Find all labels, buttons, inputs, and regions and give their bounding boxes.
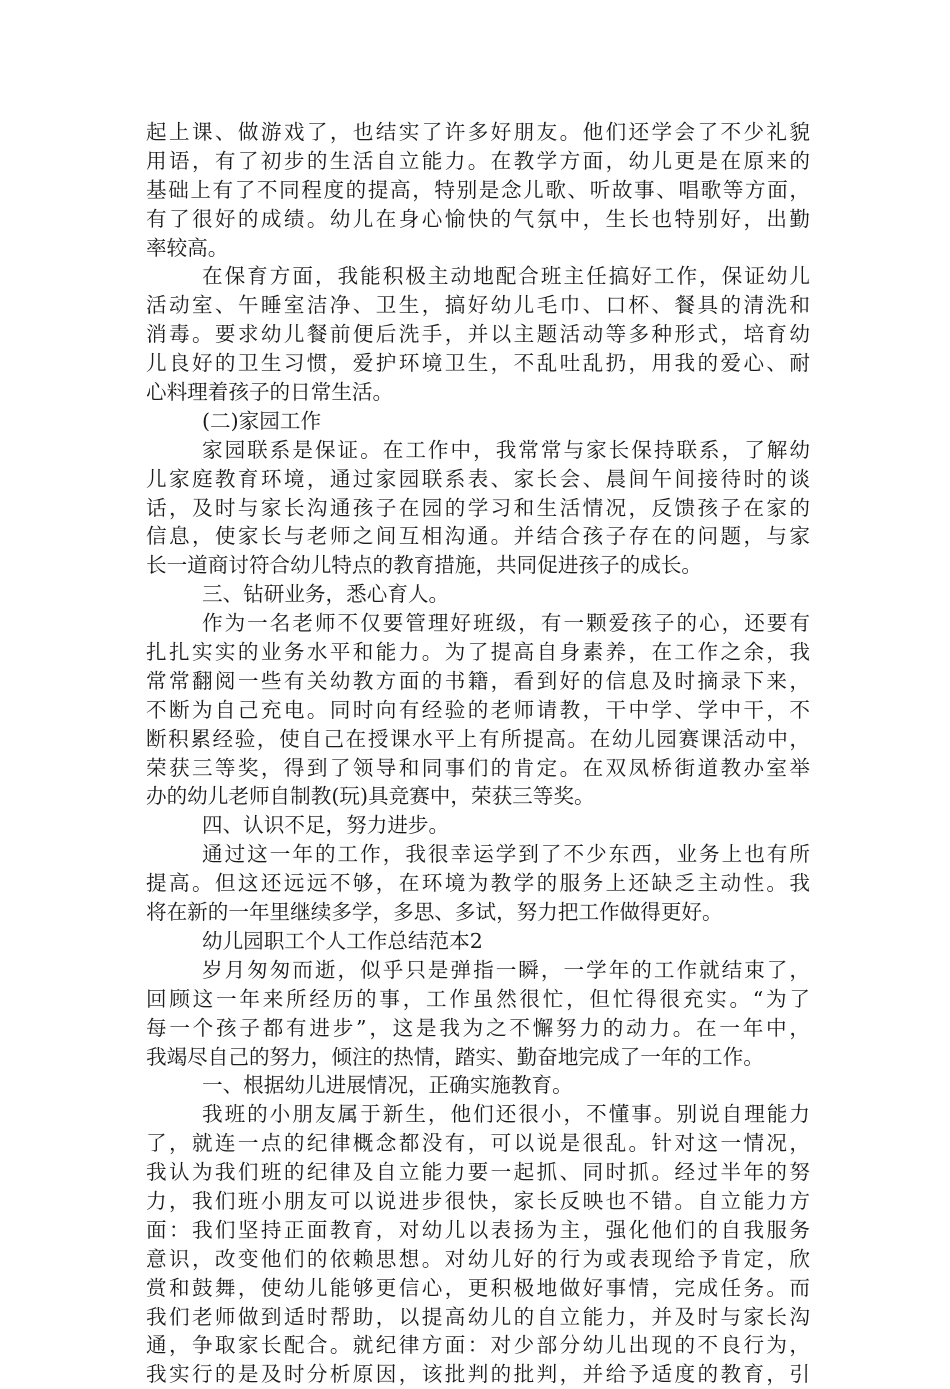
text-line: 扎扎实实的业务水平和能力。为了提高自身素养，在工作之余，我 xyxy=(146,640,810,665)
text-line: 我实行的是及时分析原因，该批判的批判，并给予适度的教育，引 xyxy=(146,1362,810,1387)
text-line: 常常翻阅一些有关幼教方面的书籍，看到好的信息及时摘录下来， xyxy=(146,668,810,693)
text-line: 每一个孩子都有进步”，这是我为之不懈努力的动力。在一年中， xyxy=(146,1015,810,1040)
text-line: 我们老师做到适时帮助，以提高幼儿的自立能力，并及时与家长沟 xyxy=(146,1304,810,1329)
text-line: 荣获三等奖，得到了领导和同事们的肯定。在双凤桥街道教办室举 xyxy=(146,755,810,780)
text-line: 通，争取家长配合。就纪律方面：对少部分幼儿出现的不良行为， xyxy=(146,1333,810,1358)
text-line: 提高。但这还远远不够，在环境为教学的服务上还缺乏主动性。我 xyxy=(146,871,810,896)
text-line: 不断为自己充电。同时向有经验的老师请教，干中学、学中干，不 xyxy=(146,697,810,722)
text-line: 用语，有了初步的生活自立能力。在教学方面，幼儿更是在原来的 xyxy=(146,148,810,173)
text-line: 话，及时与家长沟通孩子在园的学习和生活情况，反馈孩子在家的 xyxy=(146,495,810,520)
text-line: 长一道商讨符合幼儿特点的教育措施，共同促进孩子的成长。 xyxy=(146,553,703,578)
text-line: 通过这一年的工作，我很幸运学到了不少东西，业务上也有所 xyxy=(202,842,810,867)
text-line: 一、根据幼儿进展情况，正确实施教育。 xyxy=(202,1073,573,1098)
text-line: 办的幼儿老师自制教(玩)具竞赛中，荣获三等奖。 xyxy=(146,784,595,809)
text-line: 面：我们坚持正面教育，对幼儿以表扬为主，强化他们的自我服务 xyxy=(146,1217,810,1242)
text-line: 基础上有了不同程度的提高，特别是念儿歌、听故事、唱歌等方面， xyxy=(146,177,810,202)
text-line: 心料理着孩子的日常生活。 xyxy=(146,380,394,405)
text-line: 幼儿园职工个人工作总结范本2 xyxy=(202,928,483,953)
text-line: 我竭尽自己的努力，倾注的热情，踏实、勤奋地完成了一年的工作。 xyxy=(146,1044,764,1069)
text-line: 力，我们班小朋友可以说进步很快，家长反映也不错。自立能力方 xyxy=(146,1188,810,1213)
text-line: 将在新的一年里继续多学，多思、多试，努力把工作做得更好。 xyxy=(146,900,723,925)
document-page xyxy=(146,118,810,1389)
text-line: 家园联系是保证。在工作中，我常常与家长保持联系，了解幼 xyxy=(202,437,810,462)
text-line: 率较高。 xyxy=(146,235,229,260)
text-line: 三、钻研业务，悉心育人。 xyxy=(202,582,450,607)
text-line: 有了很好的成绩。幼儿在身心愉快的气氛中，生长也特别好，出勤 xyxy=(146,206,810,231)
text-line: 断积累经验，使自己在授课水平上有所提高。在幼儿园赛课活动中， xyxy=(146,726,810,751)
text-line: 儿良好的卫生习惯，爱护环境卫生，不乱吐乱扔，用我的爱心、耐 xyxy=(146,351,810,376)
text-line: 起上课、做游戏了，也结实了许多好朋友。他们还学会了不少礼貌 xyxy=(146,120,810,144)
text-line: 儿家庭教育环境，通过家园联系表、家长会、晨间午间接待时的谈 xyxy=(146,466,810,491)
text-line: 活动室、午睡室洁净、卫生，搞好幼儿毛巾、口杯、餐具的清洗和 xyxy=(146,293,810,318)
text-line: 回顾这一年来所经历的事，工作虽然很忙，但忙得很充实。“为了 xyxy=(146,986,810,1011)
text-line: 作为一名老师不仅要管理好班级，有一颗爱孩子的心，还要有 xyxy=(202,611,810,636)
text-line: 四、认识不足，努力进步。 xyxy=(202,813,450,838)
text-line: (二)家园工作 xyxy=(202,408,322,433)
text-line: 岁月匆匆而逝，似乎只是弹指一瞬，一学年的工作就结束了， xyxy=(202,957,810,982)
text-line: 了，就连一点的纪律概念都没有，可以说是很乱。针对这一情况， xyxy=(146,1131,810,1156)
text-line: 我班的小朋友属于新生，他们还很小，不懂事。别说自理能力 xyxy=(202,1102,810,1127)
text-line: 赏和鼓舞，使幼儿能够更信心，更积极地做好事情，完成任务。而 xyxy=(146,1275,810,1300)
text-line: 信息，使家长与老师之间互相沟通。并结合孩子存在的问题，与家 xyxy=(146,524,810,549)
text-line: 消毒。要求幼儿餐前便后洗手，并以主题活动等多种形式，培育幼 xyxy=(146,322,810,347)
text-line: 在保育方面，我能积极主动地配合班主任搞好工作，保证幼儿 xyxy=(202,264,810,289)
text-line: 意识，改变他们的依赖思想。对幼儿好的行为或表现给予肯定，欣 xyxy=(146,1246,810,1271)
text-line: 我认为我们班的纪律及自立能力要一起抓、同时抓。经过半年的努 xyxy=(146,1160,810,1185)
